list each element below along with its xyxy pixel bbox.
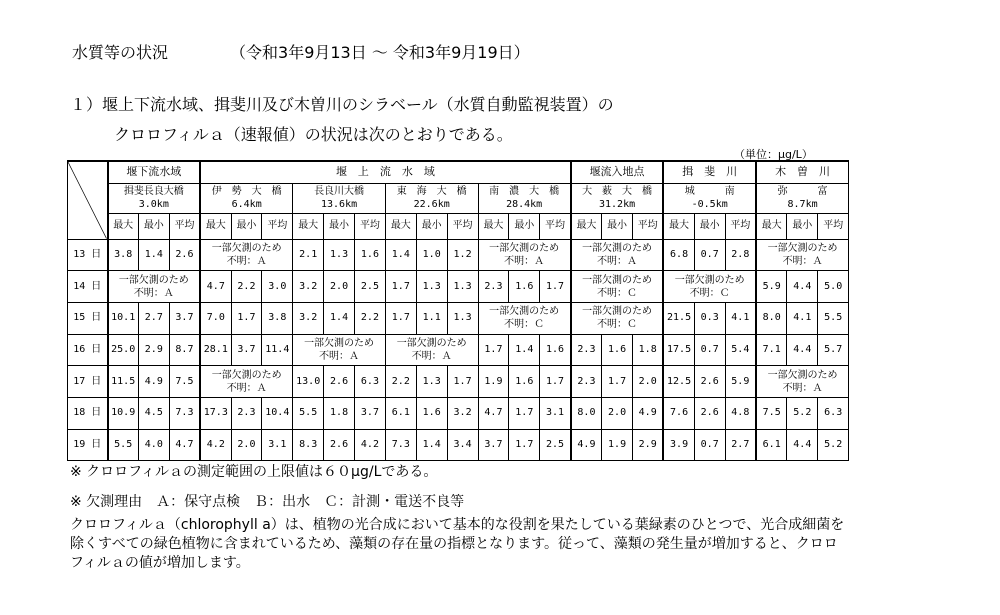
value-cell: 3.7 [169,302,200,334]
missing-cell [756,366,849,398]
notes [70,462,464,522]
stat-label: 最大 [108,213,139,239]
header-row-groups [68,161,849,183]
stat-label: 最小 [231,213,262,239]
value-cell: 1.7 [231,302,262,334]
value-cell: 1.6 [602,334,633,366]
value-cell: 2.2 [231,271,262,303]
value-cell: 7.0 [200,302,231,334]
value-cell: 8.0 [756,302,787,334]
value-cell: 12.5 [663,366,694,398]
value-cell: 4.7 [478,398,509,430]
value-cell: 2.5 [355,271,386,303]
value-cell: 2.3 [571,334,602,366]
missing-cell [200,366,293,398]
missing-code: 不明：Ａ [411,350,452,362]
value-cell: 2.0 [633,366,664,398]
stat-label: 最大 [200,213,231,239]
value-cell: 1.6 [355,239,386,271]
value-cell: 1.7 [540,271,571,303]
value-cell: 2.7 [725,429,756,461]
note-range-limit: ※ クロロフィルａの測定範囲の上限値は６０μg/Lである。 [70,464,438,480]
value-cell: 1.1 [416,302,447,334]
title-text: 水質等の状況 [72,43,169,62]
missing-reason: 一部欠測のため [211,242,282,254]
table-row [68,302,849,334]
missing-code: 不明：Ａ [226,255,267,267]
value-cell: 3.1 [540,398,571,430]
missing-code: 不明：Ａ [504,255,545,267]
value-cell: 1.9 [478,366,509,398]
value-cell: 4.4 [787,429,818,461]
note-missing-reasons: ※ 欠測理由 Ａ：保守点検 Ｂ：出水 Ｃ：計測・電送不良等 [70,494,465,510]
value-cell: 4.2 [355,429,386,461]
missing-reason: 一部欠測のため [396,337,467,349]
value-cell: 1.7 [385,271,416,303]
station-header [571,183,664,213]
group-header: 堰下流水域 [108,161,201,183]
intro-line-1: １）堰上下流水域、揖斐川及び木曽川のシラベール（水質自動監視装置）の [70,95,614,114]
stat-label: 平均 [818,213,849,239]
station-header [478,183,571,213]
value-cell: 5.4 [725,334,756,366]
stat-label: 平均 [633,213,664,239]
value-cell: 2.6 [169,239,200,271]
stat-label: 最小 [324,213,355,239]
value-cell: 5.5 [818,302,849,334]
page-title [72,40,530,63]
table-row [68,271,849,303]
value-cell: 1.4 [509,334,540,366]
stat-label: 最大 [756,213,787,239]
value-cell: 2.9 [633,429,664,461]
value-cell: 5.5 [108,429,139,461]
value-cell: 1.7 [540,366,571,398]
value-cell: 3.2 [293,302,324,334]
value-cell: 5.0 [818,271,849,303]
value-cell: 1.2 [447,239,478,271]
value-cell: 8.3 [293,429,324,461]
day-label: 17 日 [68,366,108,398]
missing-reason: 一部欠測のため [582,306,653,318]
missing-cell [756,239,849,271]
value-cell: 1.7 [509,429,540,461]
missing-cell [571,302,664,334]
station-header [108,183,201,213]
day-label: 16 日 [68,334,108,366]
value-cell: 1.7 [602,366,633,398]
value-cell: 3.7 [478,429,509,461]
value-cell: 1.4 [416,429,447,461]
missing-code: 不明：Ａ [133,287,174,299]
stat-label: 最小 [138,213,169,239]
stat-label: 平均 [447,213,478,239]
value-cell: 1.0 [416,239,447,271]
value-cell: 5.2 [787,398,818,430]
stat-label: 平均 [540,213,571,239]
missing-cell [478,302,571,334]
value-cell: 3.2 [447,398,478,430]
value-cell: 2.9 [138,334,169,366]
value-cell: 21.5 [663,302,694,334]
missing-code: 不明：Ａ [597,255,638,267]
station-distance: 6.4km [231,199,262,210]
station-distance: 8.7km [787,199,818,210]
corner-diagonal [68,162,107,239]
value-cell: 3.8 [262,302,293,334]
value-cell: 10.1 [108,302,139,334]
missing-reason: 一部欠測のため [582,242,653,254]
table-row [68,398,849,430]
value-cell: 6.1 [385,398,416,430]
value-cell: 2.0 [602,398,633,430]
missing-cell [200,239,293,271]
value-cell: 1.4 [385,239,416,271]
value-cell: 3.7 [355,398,386,430]
value-cell: 3.2 [293,271,324,303]
missing-code: 不明：Ａ [782,255,823,267]
value-cell: 7.3 [169,398,200,430]
value-cell: 4.1 [725,302,756,334]
value-cell: 0.3 [694,302,725,334]
value-cell: 1.3 [447,271,478,303]
value-cell: 3.9 [663,429,694,461]
missing-cell [293,334,386,366]
stat-label: 平均 [725,213,756,239]
value-cell: 2.3 [231,398,262,430]
value-cell: 4.9 [138,366,169,398]
missing-reason: 一部欠測のため [489,306,560,318]
value-cell: 1.8 [324,398,355,430]
value-cell: 1.3 [324,239,355,271]
value-cell: 4.7 [200,271,231,303]
value-cell: 1.3 [416,271,447,303]
station-name: 伊 勢 大 橋 [211,186,282,197]
missing-cell [571,271,664,303]
station-header [200,183,293,213]
missing-code: 不明：Ａ [319,350,360,362]
value-cell: 1.3 [416,366,447,398]
chlorophyll-description: クロロフィルａ（chlorophyll a）は、植物の光合成において基本的な役割を果たしている葉緑素のひとつで、光合成細菌を除くすべての緑色植物に含まれているため、藻類の存在量の指標となります。従って、藻類の発生量が増加すると、クロロフィルａの値が増加します。 [70,517,845,571]
station-distance: 22.6km [413,199,450,210]
day-label: 19 日 [68,429,108,461]
station-distance: -0.5km [691,199,728,210]
table-row [68,334,849,366]
group-header: 揖 斐 川 [663,161,756,183]
value-cell: 1.8 [633,334,664,366]
day-label: 18 日 [68,398,108,430]
station-header [756,183,849,213]
value-cell: 4.4 [787,334,818,366]
value-cell: 1.6 [509,366,540,398]
value-cell: 1.3 [447,302,478,334]
day-label: 13 日 [68,239,108,271]
station-name: 揖斐長良大橋 [123,186,184,197]
missing-cell [663,271,756,303]
value-cell: 2.6 [324,366,355,398]
station-name: 大 薮 大 橋 [582,186,653,197]
stat-label: 平均 [169,213,200,239]
station-name: 南 濃 大 橋 [489,186,560,197]
missing-code: 不明：Ｃ [689,287,730,299]
value-cell: 7.3 [385,429,416,461]
stat-label: 最小 [602,213,633,239]
value-cell: 5.5 [293,398,324,430]
intro-line-2: クロロフィルａ（速報値）の状況は次のとおりである。 [114,125,513,144]
missing-code: 不明：Ａ [226,382,267,394]
value-cell: 25.0 [108,334,139,366]
value-cell: 13.0 [293,366,324,398]
chlorophyll-table [67,160,849,461]
station-name: 城 南 [684,186,735,197]
value-cell: 4.8 [725,398,756,430]
value-cell: 1.9 [602,429,633,461]
value-cell: 1.7 [447,366,478,398]
value-cell: 4.9 [633,398,664,430]
station-header [663,183,756,213]
value-cell: 2.6 [694,398,725,430]
value-cell: 17.5 [663,334,694,366]
value-cell: 2.5 [540,429,571,461]
value-cell: 2.3 [478,271,509,303]
value-cell: 1.7 [509,398,540,430]
value-cell: 2.6 [324,429,355,461]
value-cell: 1.6 [509,271,540,303]
value-cell: 6.8 [663,239,694,271]
value-cell: 0.7 [694,429,725,461]
value-cell: 5.9 [756,271,787,303]
missing-code: 不明：Ｃ [597,287,638,299]
missing-reason: 一部欠測のため [767,242,838,254]
station-header [385,183,478,213]
missing-cell [385,334,478,366]
stat-label: 最小 [509,213,540,239]
stat-label: 最小 [787,213,818,239]
station-distance: 3.0km [138,199,169,210]
value-cell: 5.2 [818,429,849,461]
value-cell: 1.7 [385,302,416,334]
corner-cell [68,161,108,239]
value-cell: 4.7 [169,429,200,461]
day-label: 15 日 [68,302,108,334]
header-row-stations [68,183,849,213]
unit-label: （単位：μg/L） [734,148,813,161]
value-cell: 3.7 [231,334,262,366]
period-text: （令和3年9月13日 ～ 令和3年9月19日） [230,43,530,62]
value-cell: 0.7 [694,239,725,271]
value-cell: 4.5 [138,398,169,430]
group-header: 木 曽 川 [756,161,849,183]
value-cell: 2.0 [231,429,262,461]
station-distance: 28.4km [506,199,543,210]
value-cell: 2.6 [694,366,725,398]
value-cell: 3.4 [447,429,478,461]
value-cell: 4.0 [138,429,169,461]
value-cell: 11.4 [262,334,293,366]
value-cell: 7.1 [756,334,787,366]
stat-label: 平均 [355,213,386,239]
stat-label: 最小 [416,213,447,239]
value-cell: 2.2 [385,366,416,398]
missing-reason: 一部欠測のため [118,274,189,286]
station-distance: 13.6km [321,199,358,210]
missing-code: 不明：Ｃ [597,319,638,331]
value-cell: 5.9 [725,366,756,398]
value-cell: 7.6 [663,398,694,430]
table-row [68,239,849,271]
missing-code: 不明：Ａ [782,382,823,394]
value-cell: 3.8 [108,239,139,271]
station-name: 弥 富 [777,186,828,197]
value-cell: 8.7 [169,334,200,366]
value-cell: 10.4 [262,398,293,430]
value-cell: 1.4 [138,239,169,271]
stat-label: 最小 [694,213,725,239]
missing-reason: 一部欠測のため [582,274,653,286]
value-cell: 0.7 [694,334,725,366]
station-name: 東 海 大 橋 [396,186,467,197]
header-row-stats [68,213,849,239]
intro-text [70,90,614,150]
value-cell: 1.7 [478,334,509,366]
station-header [293,183,386,213]
stat-label: 最大 [385,213,416,239]
stat-label: 最大 [293,213,324,239]
value-cell: 6.3 [818,398,849,430]
missing-reason: 一部欠測のため [489,242,560,254]
value-cell: 10.9 [108,398,139,430]
stat-label: 平均 [262,213,293,239]
value-cell: 6.1 [756,429,787,461]
value-cell: 5.7 [818,334,849,366]
stat-label: 最大 [571,213,602,239]
value-cell: 4.1 [787,302,818,334]
value-cell: 8.0 [571,398,602,430]
value-cell: 2.0 [324,271,355,303]
group-header: 堰 上 流 水 域 [200,161,571,183]
value-cell: 2.7 [138,302,169,334]
missing-reason: 一部欠測のため [767,369,838,381]
value-cell: 4.2 [200,429,231,461]
value-cell: 3.0 [262,271,293,303]
value-cell: 2.1 [293,239,324,271]
table-row [68,429,849,461]
value-cell: 2.3 [571,366,602,398]
value-cell: 2.8 [725,239,756,271]
value-cell: 11.5 [108,366,139,398]
missing-reason: 一部欠測のため [674,274,745,286]
value-cell: 28.1 [200,334,231,366]
value-cell: 1.6 [416,398,447,430]
missing-reason: 一部欠測のため [211,369,282,381]
stat-label: 最大 [478,213,509,239]
value-cell: 7.5 [169,366,200,398]
value-cell: 7.5 [756,398,787,430]
station-distance: 31.2km [599,199,636,210]
station-name: 長良川大橋 [314,186,365,197]
value-cell: 4.4 [787,271,818,303]
missing-code: 不明：Ｃ [504,319,545,331]
value-cell: 17.3 [200,398,231,430]
group-header: 堰流入地点 [571,161,664,183]
value-cell: 4.9 [571,429,602,461]
missing-cell [571,239,664,271]
value-cell: 1.4 [324,302,355,334]
day-label: 14 日 [68,271,108,303]
value-cell: 2.2 [355,302,386,334]
missing-cell [478,239,571,271]
value-cell: 1.6 [540,334,571,366]
missing-reason: 一部欠測のため [304,337,375,349]
value-cell: 3.1 [262,429,293,461]
stat-label: 最大 [663,213,694,239]
missing-cell [108,271,201,303]
value-cell: 6.3 [355,366,386,398]
table-row [68,366,849,398]
